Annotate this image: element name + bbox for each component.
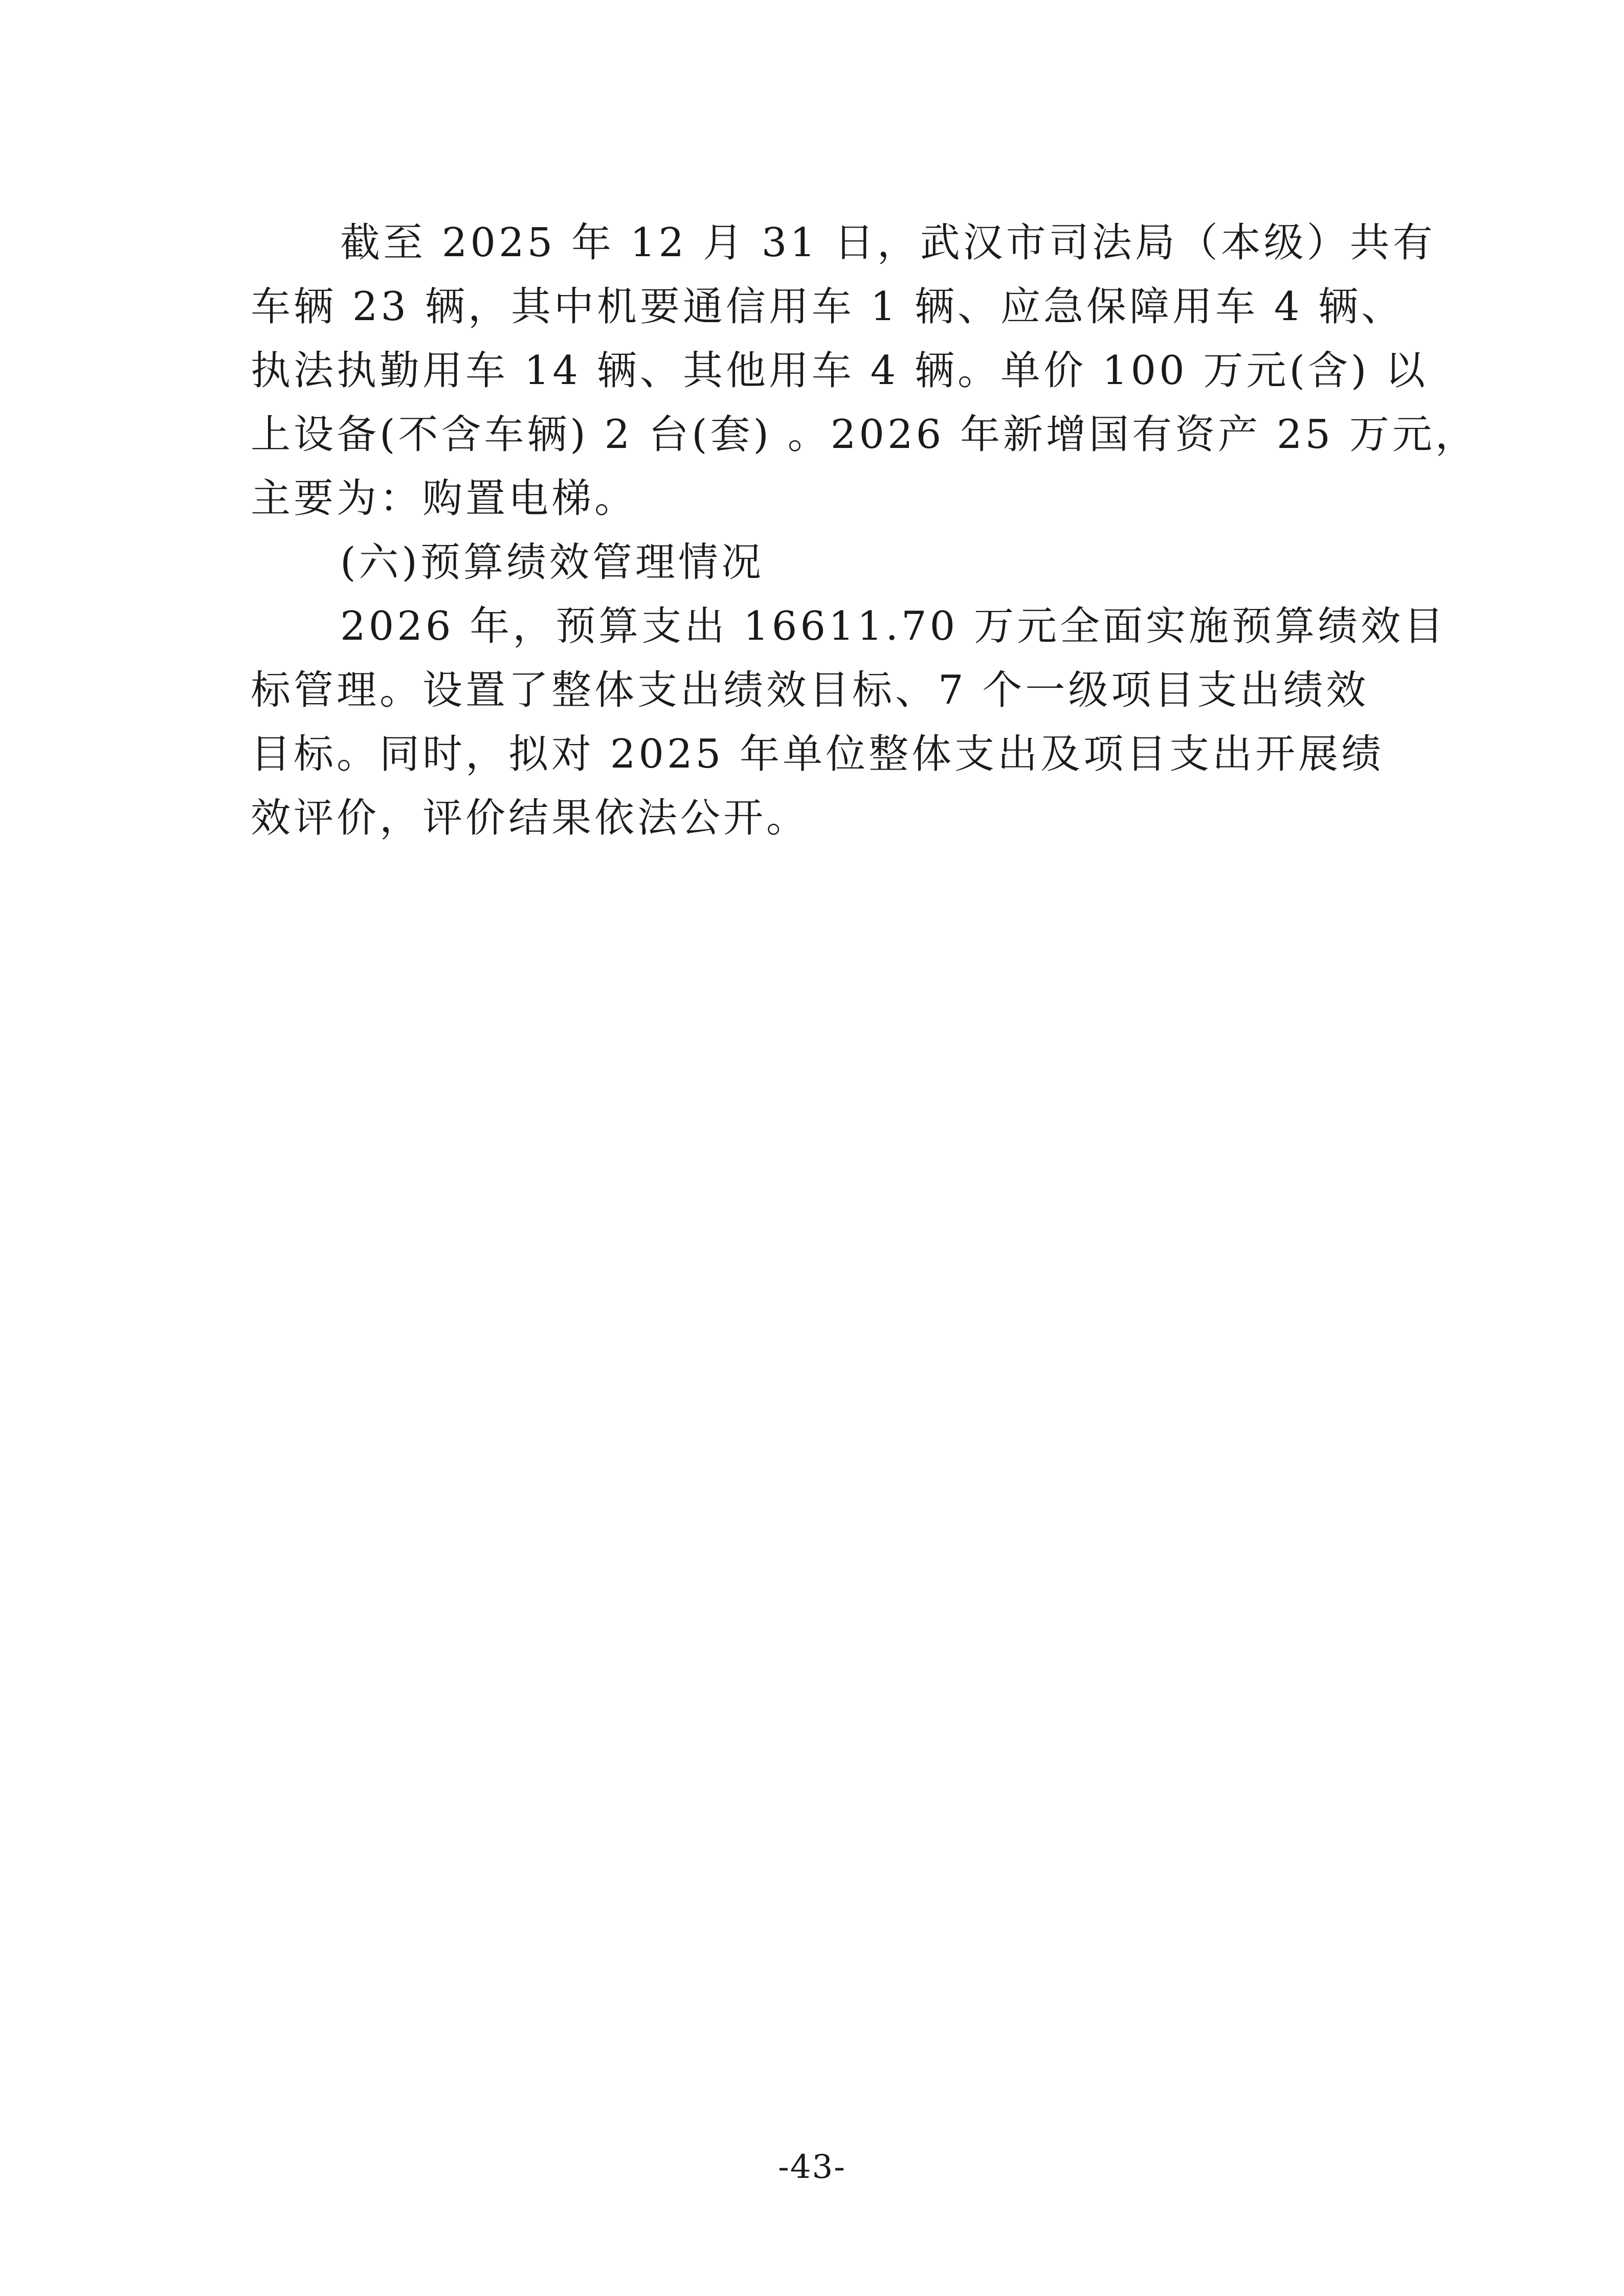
paragraph-2-line-3: 目标。同时，拟对 2025 年单位整体支出及项目支出开展绩 (251, 731, 1385, 777)
paragraph-1-line-3: 执法执勤用车 14 辆、其他用车 4 辆。单价 100 万元(含) 以 (251, 348, 1429, 394)
page-number: -43- (778, 2148, 846, 2186)
paragraph-1-line-5: 主要为：购置电梯。 (251, 476, 638, 522)
paragraph-2-line-2: 标管理。设置了整体支出绩效目标、7 个一级项目支出绩效 (251, 667, 1369, 713)
paragraph-1-line-4: 上设备(不含车辆) 2 台(套) 。2026 年新增国有资产 25 万元， (251, 412, 1478, 458)
paragraph-2-line-4: 效评价，评价结果依法公开。 (251, 795, 810, 841)
section-heading: (六)预算绩效管理情况 (340, 539, 764, 586)
paragraph-1-line-1: 截至 2025 年 12 月 31 日，武汉市司法局（本级）共有 (340, 220, 1436, 266)
paragraph-1-line-2: 车辆 23 辆，其中机要通信用车 1 辆、应急保障用车 4 辆、 (251, 284, 1405, 330)
paragraph-2-line-1: 2026 年，预算支出 16611.70 万元全面实施预算绩效目 (340, 603, 1447, 649)
